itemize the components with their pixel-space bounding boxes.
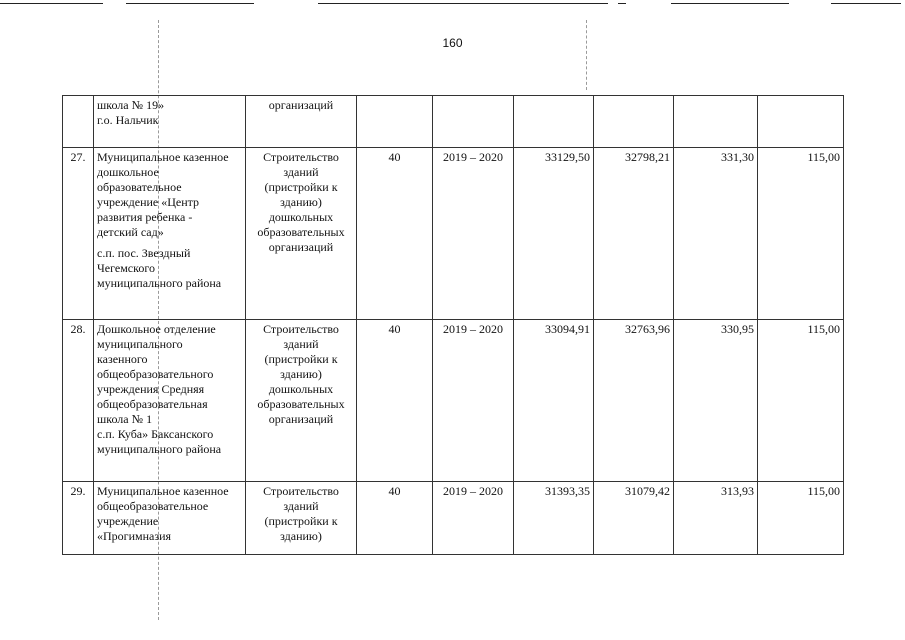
object-name-line: дошкольное [97, 165, 159, 179]
municipal-cell: 115,00 [758, 482, 844, 555]
period-cell: 2019 – 2020 [433, 482, 514, 555]
object-name-line: общеобразовательного [97, 367, 214, 381]
federal-cell: 32798,21 [594, 148, 674, 320]
capacity-cell: 40 [357, 482, 433, 555]
object-name-cell [94, 320, 246, 482]
row-number: 28. [63, 320, 94, 482]
period-cell: 2019 – 2020 [433, 148, 514, 320]
top-rule-4 [618, 3, 626, 4]
work-type-line: зданий [283, 337, 319, 351]
work-type-line: зданию) [280, 195, 322, 209]
work-type-line: организаций [268, 412, 334, 426]
object-name-cell [94, 96, 246, 148]
work-type-line: (пристройки к [264, 514, 338, 528]
objects-table [62, 95, 844, 555]
work-type-line: зданий [283, 499, 319, 513]
work-type-line: дошкольных [268, 210, 334, 224]
municipal-cell [758, 96, 844, 148]
work-type-line: организаций [268, 98, 334, 112]
object-location-line: с.п. пос. Звездный [97, 246, 191, 260]
top-rule-5 [671, 3, 789, 4]
work-type-line: образовательных [257, 397, 345, 411]
regional-cell: 313,93 [674, 482, 758, 555]
capacity-cell: 40 [357, 148, 433, 320]
table-row [63, 320, 844, 482]
table-row [63, 482, 844, 555]
object-name-line: образовательное [97, 180, 182, 194]
row-number: 27. [63, 148, 94, 320]
object-name-line: учреждение [97, 514, 159, 528]
object-name-line: Муниципальное казенное [97, 484, 229, 498]
work-type-cell [246, 320, 357, 482]
object-name-line: Муниципальное казенное [97, 150, 229, 164]
object-name-line: муниципального [97, 337, 183, 351]
work-type-line: (пристройки к [264, 180, 338, 194]
object-name-line: Дошкольное отделение [97, 322, 216, 336]
period-cell [433, 96, 514, 148]
top-rule-3 [318, 3, 608, 4]
page-number: 160 [442, 36, 463, 50]
work-type-line: Строительство [263, 150, 339, 164]
work-type-line: организаций [268, 240, 334, 254]
work-type-line: зданий [283, 165, 319, 179]
work-type-line: зданию) [280, 367, 322, 381]
object-location-line: муниципального района [97, 276, 222, 290]
regional-cell: 330,95 [674, 320, 758, 482]
object-name-line: развития ребенка - [97, 210, 193, 224]
object-name-cell [94, 482, 246, 555]
municipal-cell: 115,00 [758, 320, 844, 482]
object-name-line: «Прогимназия [97, 529, 172, 543]
work-type-cell [246, 482, 357, 555]
federal-cell: 32763,96 [594, 320, 674, 482]
top-rule-1 [0, 3, 103, 4]
object-name-line: учреждение «Центр [97, 195, 200, 209]
fold-line-right [586, 20, 587, 90]
row-number [63, 96, 94, 148]
object-name-line: с.п. Куба» Баксанского [97, 427, 214, 441]
capacity-cell: 40 [357, 320, 433, 482]
work-type-line: Строительство [263, 484, 339, 498]
federal-cell [594, 96, 674, 148]
total-cell [514, 96, 594, 148]
object-name-line: общеобразовательное [97, 499, 209, 513]
table-row [63, 148, 844, 320]
object-name-line: школа № 19» [97, 98, 165, 112]
regional-cell: 331,30 [674, 148, 758, 320]
work-type-line: зданию) [280, 529, 322, 543]
work-type-cell [246, 96, 357, 148]
object-name-line: общеобразовательная [97, 397, 208, 411]
row-number: 29. [63, 482, 94, 555]
top-rule-2 [126, 3, 254, 4]
work-type-line: образовательных [257, 225, 345, 239]
table-row [63, 96, 844, 148]
total-cell: 33129,50 [514, 148, 594, 320]
object-location-line: Чегемского [97, 261, 155, 275]
total-cell: 31393,35 [514, 482, 594, 555]
work-type-line: дошкольных [268, 382, 334, 396]
federal-cell: 31079,42 [594, 482, 674, 555]
object-name-line: учреждения Средняя [97, 382, 205, 396]
object-name-cell [94, 148, 246, 320]
regional-cell [674, 96, 758, 148]
capacity-cell [357, 96, 433, 148]
object-name-line: г.о. Нальчик [97, 113, 159, 127]
work-type-line: (пристройки к [264, 352, 338, 366]
object-name-line: детский сад» [97, 225, 164, 239]
work-type-line: Строительство [263, 322, 339, 336]
object-name-line: школа № 1 [97, 412, 153, 426]
work-type-cell [246, 148, 357, 320]
period-cell: 2019 – 2020 [433, 320, 514, 482]
total-cell: 33094,91 [514, 320, 594, 482]
municipal-cell: 115,00 [758, 148, 844, 320]
object-name-line: муниципального района [97, 442, 222, 456]
top-rule-6 [831, 3, 901, 4]
object-name-line: казенного [97, 352, 148, 366]
